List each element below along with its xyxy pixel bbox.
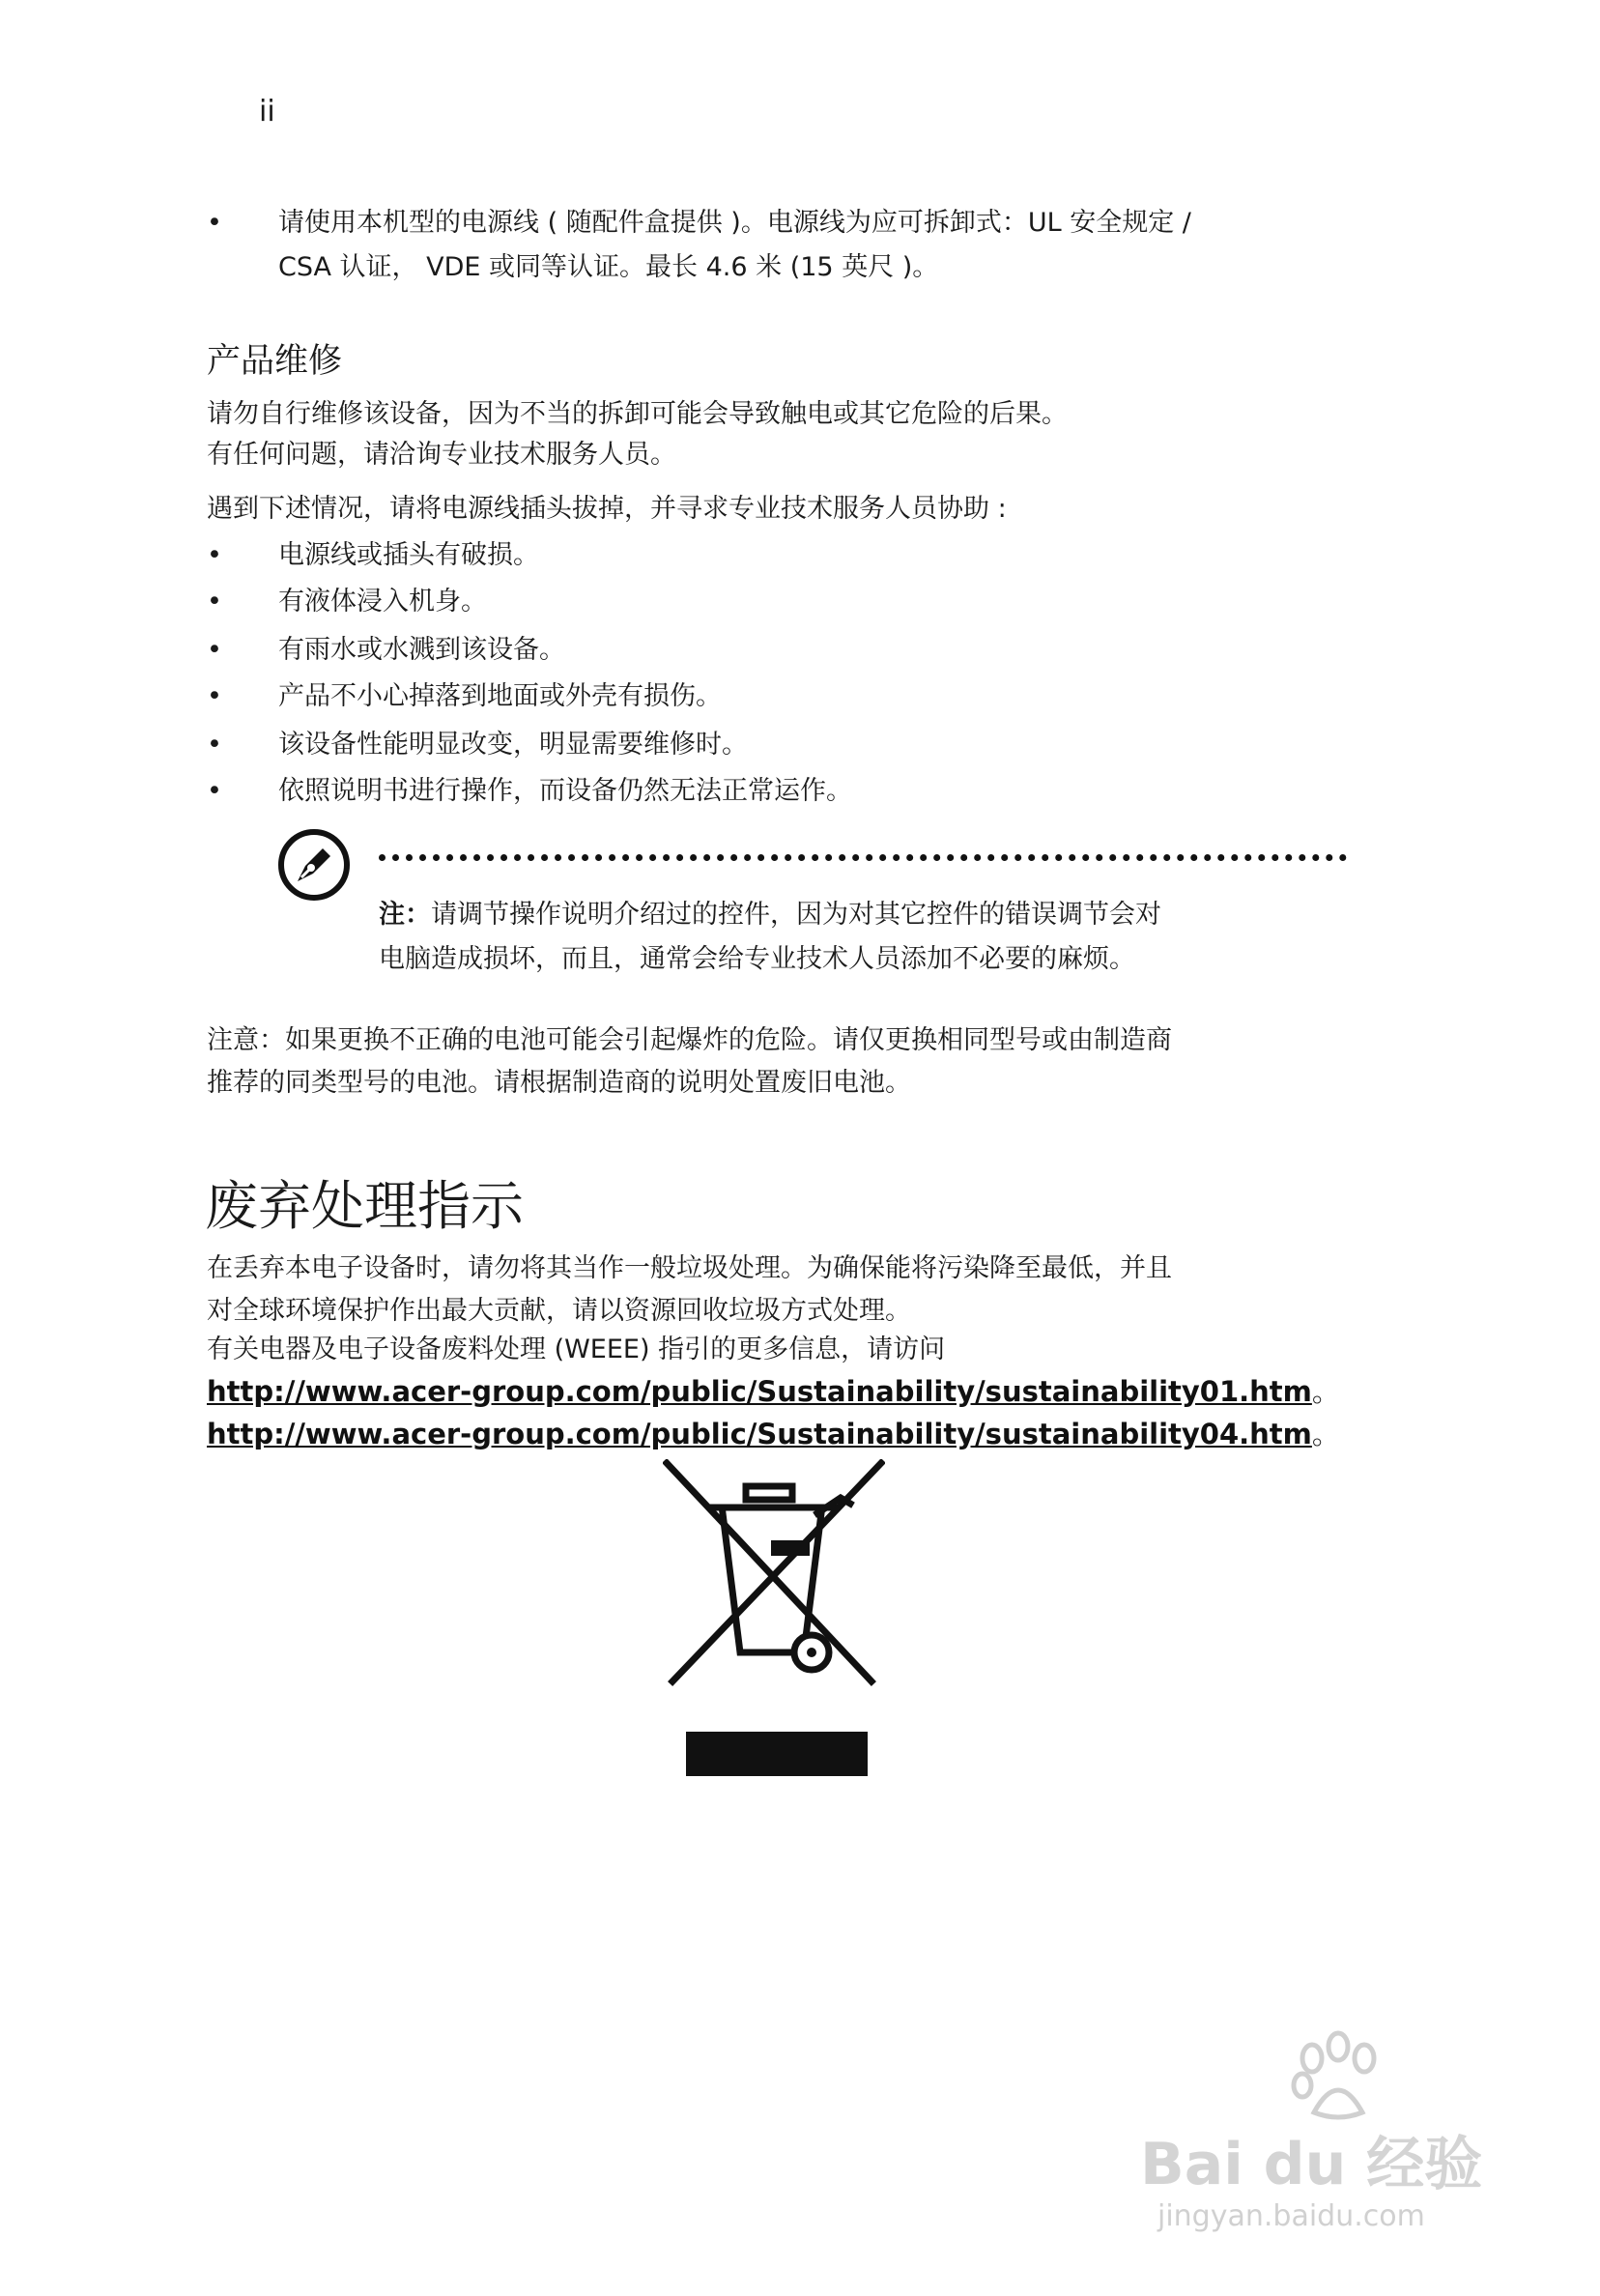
bullet-icon: • [207, 635, 222, 665]
disposal-line-1: 在丢弃本电子设备时，请勿将其当作一般垃圾处理。为确保能将污染降至最低，并且 [207, 1253, 1172, 1283]
bullet-icon: • [207, 587, 222, 617]
bullet-icon: • [207, 776, 222, 806]
note-line-2: 电脑造成损坏，而且，通常会给专业技术人员添加不必要的麻烦。 [379, 944, 1135, 974]
weee-link-2[interactable]: http://www.acer-group.com/public/Sustainability/sustainability04.htm [207, 1418, 1312, 1450]
disposal-heading: 废弃处理指示 [205, 1175, 525, 1237]
disposal-line-2: 对全球环境保护作出最大贡献，请以资源回收垃圾方式处理。 [207, 1296, 911, 1326]
weee-link-2-row [207, 1413, 1340, 1455]
service-para-2: 有任何问题，请洽询专业技术服务人员。 [207, 440, 676, 470]
weee-black-bar [686, 1732, 868, 1776]
baidu-watermark [1140, 2029, 1507, 2281]
watermark-brand: Bai du 经验 [1140, 2131, 1483, 2198]
disposal-line-3: 有关电器及电子设备废料处理 (WEEE) 指引的更多信息，请访问 [207, 1335, 946, 1364]
list-item-text: 有雨水或水溅到该设备。 [278, 635, 565, 665]
list-item-text: 依照说明书进行操作，而设备仍然无法正常运作。 [278, 776, 852, 806]
service-heading: 产品维修 [207, 342, 343, 381]
service-intro: 遇到下述情况，请将电源线插头拔掉，并寻求专业技术服务人员协助 : [207, 494, 1007, 524]
battery-warning-line-1: 注意：如果更换不正确的电池可能会引起爆炸的危险。请仅更换相同型号或由制造商 [207, 1025, 1172, 1055]
bullet-icon: • [207, 730, 222, 760]
note-divider [379, 854, 1347, 861]
list-item-text: 有液体浸入机身。 [278, 587, 487, 617]
note-label: 注： [379, 900, 431, 930]
weee-crossed-bin-icon [663, 1459, 885, 1691]
paw-logo-icon [1285, 2029, 1391, 2126]
note-line-1: 请调节操作说明介绍过的控件，因为对其它控件的错误调节会对 [431, 900, 1161, 930]
weee-link-1-row [207, 1370, 1340, 1413]
service-para-1: 请勿自行维修该设备，因为不当的拆卸可能会导致触电或其它危险的后果。 [207, 399, 1068, 429]
list-item-text: 电源线或插头有破损。 [278, 540, 539, 570]
battery-warning-line-2: 推荐的同类型号的电池。请根据制造商的说明处置废旧电池。 [207, 1068, 911, 1098]
note-text [379, 893, 1161, 982]
weee-link-1[interactable]: http://www.acer-group.com/public/Sustainability/sustainability01.htm [207, 1375, 1312, 1408]
watermark-url: jingyan.baidu.com [1157, 2199, 1425, 2233]
bullet-icon: • [207, 540, 222, 570]
list-item-text: 该设备性能明显改变，明显需要维修时。 [278, 730, 748, 760]
link-suffix: 。 [1311, 1375, 1340, 1408]
bullet-icon: • [207, 681, 222, 711]
power-cord-line-2: CSA 认证， VDE 或同等认证。最长 4.6 米 (15 英尺 )。 [278, 252, 939, 282]
note-pen-icon [276, 827, 352, 903]
page-number: ii [259, 95, 275, 129]
link-suffix: 。 [1311, 1418, 1340, 1450]
bullet-icon: • [207, 208, 222, 238]
power-cord-line-1: 请使用本机型的电源线 ( 随配件盒提供 )。电源线为应可拆卸式：UL 安全规定 / [278, 208, 1191, 238]
list-item-text: 产品不小心掉落到地面或外壳有损伤。 [278, 681, 722, 711]
